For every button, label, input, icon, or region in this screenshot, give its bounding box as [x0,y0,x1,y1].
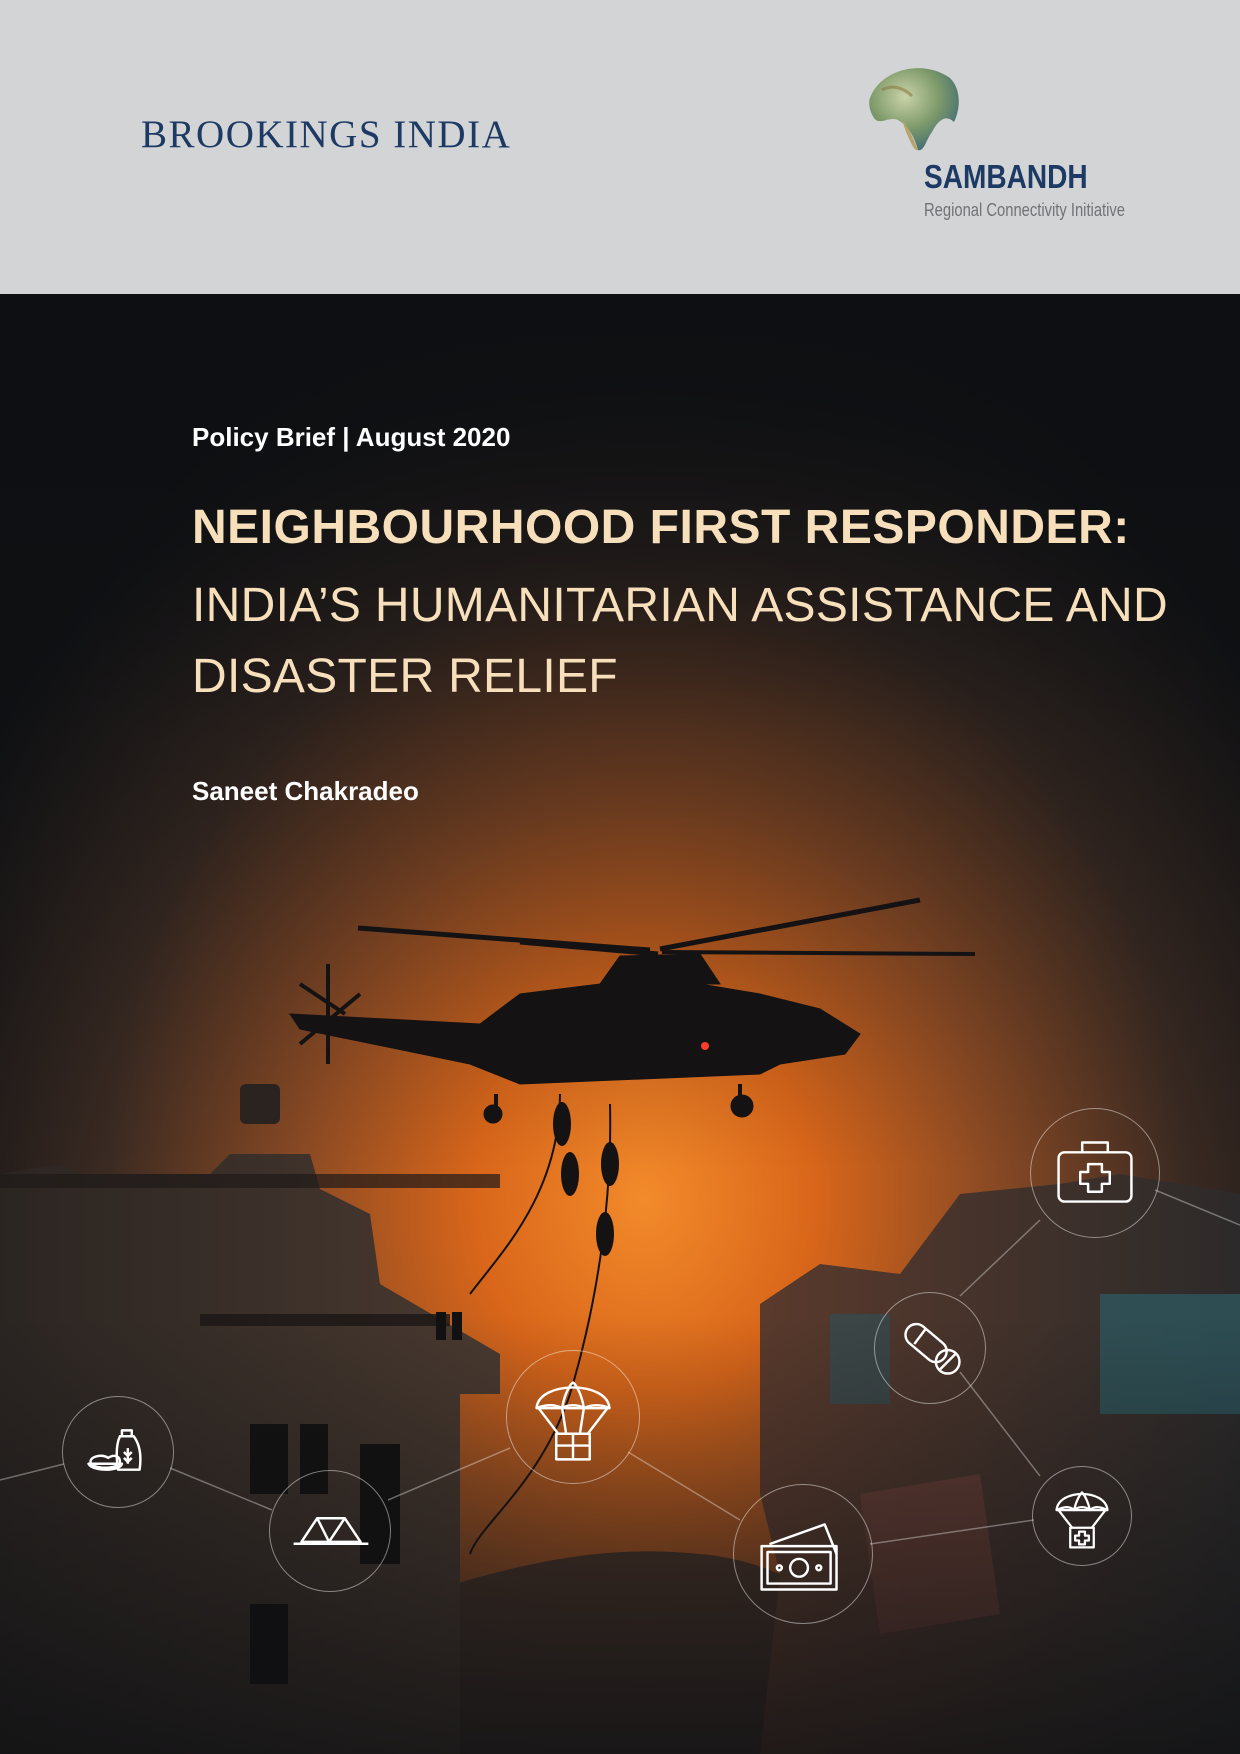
author-name: Saneet Chakradeo [192,776,419,806]
title-main: NEIGHBOURHOOD FIRST RESPONDER: [192,501,1130,554]
initiative-name: SAMBANDH [924,158,1088,195]
cash-icon [733,1484,873,1624]
initiative-tagline: Regional Connectivity Initiative [924,200,1126,220]
publication-meta: Policy Brief | August 2020 [192,422,511,452]
first-aid-kit-icon [1030,1108,1160,1238]
food-supplies-icon [62,1396,174,1508]
airdrop-supplies-icon [506,1350,640,1484]
tent-icon [269,1470,391,1592]
medicine-pills-icon [874,1292,986,1404]
medical-airdrop-icon [1032,1466,1132,1566]
publisher-logo-text: BROOKINGS INDIA [141,113,512,156]
title-subtitle: INDIA’S HUMANITARIAN ASSISTANCE AND DISASTER RELIEF [192,579,1168,703]
